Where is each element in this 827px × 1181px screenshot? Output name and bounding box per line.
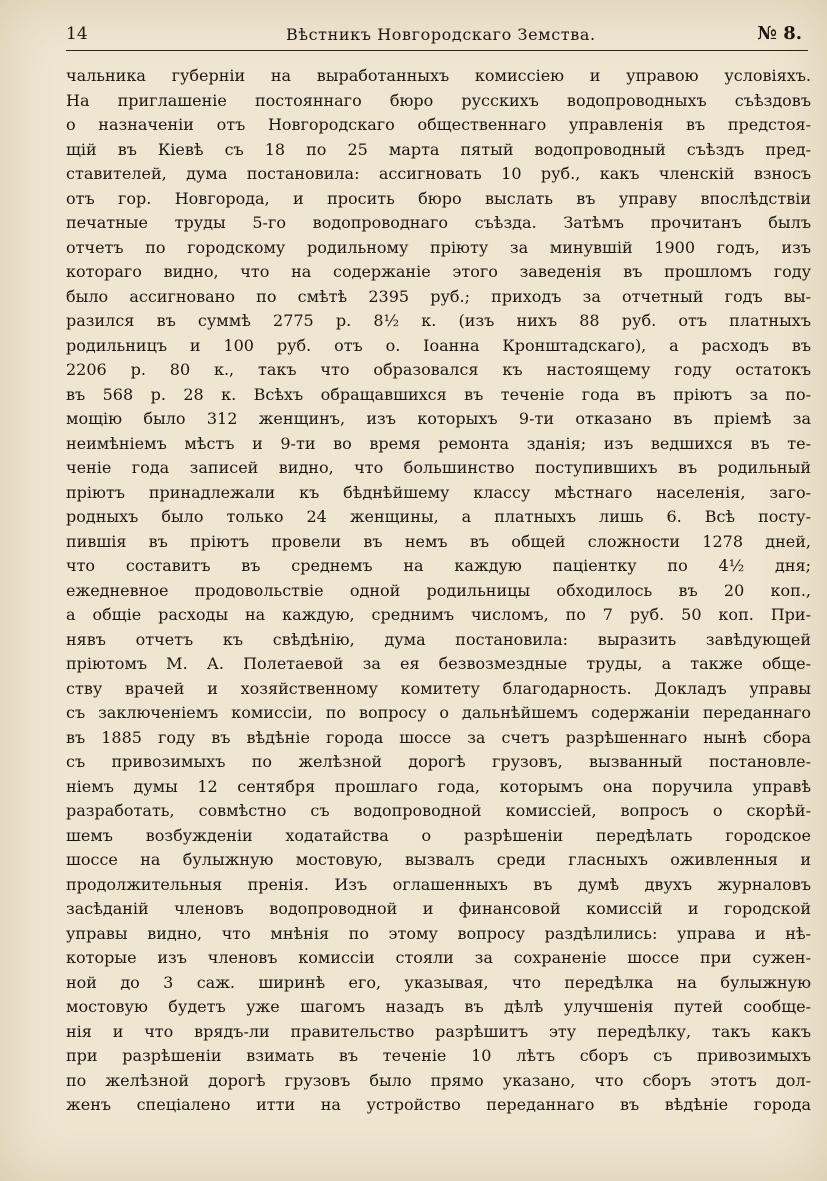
text-line: неимѣніемъ мѣстъ и 9-ти во время ремонта зданія; изъ ведшихся въ те- [66,433,811,453]
text-line: разработать, совмѣстно съ водопроводной комиссіей, вопросъ о скорѣй- [66,801,811,820]
text-line: разился въ суммѣ 2775 р. 8½ к. (изъ нихъ 88 руб. отъ платныхъ [66,311,811,330]
text-line: отчетъ по городскому родильному пріюту за минувшій 1900 годъ, изъ [66,237,811,257]
text-line: нія и что врядъ-ли правительство разрѣшитъ эту передѣлку, такъ какъ [66,1021,811,1041]
text-line: шемъ возбужденіи ходатайства о разрѣшеніи передѣлать городское [66,825,811,845]
text-line: ченіе года записей видно, что большинство поступившихъ въ родильный [66,458,811,477]
text-line: что составитъ въ среднемъ на каждую паціентку по 4½ дня; [66,556,811,575]
text-line: ной до 3 саж. ширинѣ его, указывая, что передѣлка на булыжную [66,972,811,992]
text-line: печатные труды 5-го водопроводнаго съѣзда. Затѣмъ прочитанъ былъ [66,213,811,232]
text-line: нявъ отчетъ къ свѣдѣнію, дума постановила: выразить завѣдующей [66,629,811,649]
text-line: женъ спеціалено итти на устройство переданнаго въ вѣдѣніе города [66,1095,811,1114]
text-line: родильницъ и 100 руб. отъ о. Іоанна Кронштадскаго), а расходъ въ [66,335,811,355]
text-line: которые изъ членовъ комиссіи стояли за сохраненіе шоссе при сужен- [66,948,811,967]
journal-title: Вѣстникъ Новгородскаго Земства. [286,25,596,44]
text-line: пріютомъ М. А. Полетаевой за ея безвозмездные труды, а также обще- [66,654,811,673]
text-line: родныхъ было только 24 женщины, а платныхъ лишь 6. Всѣ посту- [66,507,811,526]
header-rule [66,50,808,51]
text-line: въ 1885 году въ вѣдѣніе города шоссе за счетъ разрѣшеннаго нынѣ сбора [66,727,811,747]
text-line: въ 568 р. 28 к. Всѣхъ обращавшихся въ теченіе года въ пріютъ за по- [66,384,811,404]
running-header [66,14,806,54]
text-line: шоссе на булыжную мостовую, вызвалъ среди гласныхъ оживленныя и [66,850,811,869]
text-line: съ привозимыхъ по желѣзной дорогѣ грузовъ, вызванный постановле- [66,752,811,771]
text-line: по желѣзной дорогѣ грузовъ было прямо указано, что сборъ этотъ дол- [66,1070,811,1090]
text-line: чальника губерніи на выработанныхъ комиссіею и управою условіяхъ. [66,66,811,85]
text-line: пившія въ пріютъ провели въ немъ въ общей сложности 1278 дней, [66,531,811,551]
text-line: съ заключеніемъ комиссіи, по вопросу о дальнѣйшемъ содержаніи переданнаго [66,703,811,722]
text-line: управы видно, что мнѣнія по этому вопросу раздѣлились: управа и нѣ- [66,923,811,943]
text-line: ству врачей и хозяйственному комитету благодарность. Докладъ управы [66,678,811,698]
text-line: мощію было 312 женщинъ, изъ которыхъ 9-ти отказано въ пріемѣ за [66,409,811,428]
text-line: пріютъ принадлежали къ бѣднѣйшему классу мѣстнаго населенія, заго- [66,482,811,502]
text-line: котораго видно, что на содержаніе этого заведенія въ прошломъ году [66,262,811,281]
text-line: продолжительныя пренія. Изъ оглашенныхъ въ думѣ двухъ журналовъ [66,874,811,894]
text-line: а общіе расходы на каждую, среднимъ числомъ, по 7 руб. 50 коп. При- [66,605,811,624]
text-line: ставителей, дума постановила: ассигновать 10 руб., какъ членскій взносъ [66,164,811,183]
text-line: при разрѣшеніи взимать въ теченіе 10 лѣтъ сборъ съ привозимыхъ [66,1046,811,1065]
text-line: отъ гор. Новгорода, и просить бюро выслать въ управу впослѣдствіи [66,188,811,208]
issue-number: № 8. [757,23,802,44]
text-line: мостовую будетъ уже шагомъ назадъ въ дѣлѣ улучшенія путей сообще- [66,997,811,1016]
body-text [66,64,811,1118]
text-line: 2206 р. 80 к., такъ что образовался къ настоящему году остатокъ [66,360,811,379]
text-line: засѣданій членовъ водопроводной и финансовой комиссій и городской [66,899,811,918]
page-number: 14 [66,24,88,44]
text-line: было ассигновано по смѣтѣ 2395 руб.; приходъ за отчетный годъ вы- [66,286,811,306]
text-line: о назначеніи отъ Новгородскаго общественнаго управленія въ предстоя- [66,115,811,134]
text-line: щій въ Кіевѣ съ 18 по 25 марта пятый водопроводный съѣздъ пред- [66,139,811,159]
text-line: ніемъ думы 12 сентября прошлаго года, которымъ она поручила управѣ [66,776,811,796]
text-line: ежедневное продовольствіе одной родильницы обходилось въ 20 коп., [66,580,811,600]
text-line: На приглашеніе постояннаго бюро русскихъ водопроводныхъ съѣздовъ [66,90,811,110]
